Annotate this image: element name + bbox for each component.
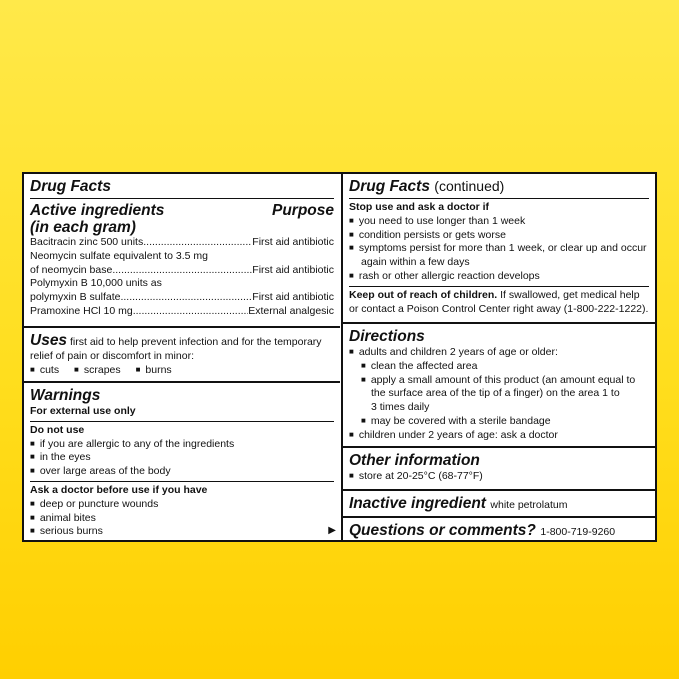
- inactive-ingredient-section: [343, 489, 655, 516]
- questions-phone: 1-800-719-9260: [540, 526, 616, 538]
- uses-item: ■ cuts: [30, 364, 59, 376]
- ingredient-row: [30, 264, 334, 278]
- ingredient-list: [30, 236, 334, 319]
- keep-out-text-2: or contact a Poison Control Center right away (1-800-222-1222).: [349, 302, 649, 315]
- keep-out-text-1: If swallowed, get medical help: [497, 288, 640, 301]
- directions-item: ■ adults and children 2 years of age or older:: [349, 346, 649, 360]
- stop-use-item: ■ rash or other allergic reaction develops: [349, 270, 649, 284]
- uses-item: ■ burns: [136, 364, 172, 376]
- ingredient-name: polymyxin B sulfate: [30, 291, 121, 304]
- leader-dots: [112, 264, 252, 278]
- drug-facts-title: Drug Facts: [30, 178, 111, 195]
- directions-sub-item-cont: 3 times daily: [371, 401, 430, 414]
- stop-use-heading: Stop use and ask a doctor if: [349, 201, 490, 213]
- uses-items: [30, 364, 334, 378]
- stop-use-item: ■ symptoms persist for more than 1 week, or clear up and occur: [349, 242, 649, 256]
- uses-section: [24, 326, 340, 381]
- divider: [30, 481, 334, 482]
- purpose-heading: Purpose: [271, 202, 334, 219]
- ingredient-row: [30, 305, 334, 319]
- do-not-use-item: ■ over large areas of the body: [30, 465, 334, 479]
- inactive-ingredient-title: Inactive ingredient: [349, 495, 486, 512]
- directions-sub-item: ■ apply a small amount of this product (an amount equal to: [349, 374, 649, 388]
- ingredient-name: of neomycin base: [30, 263, 113, 276]
- drug-facts-panel: [22, 172, 657, 542]
- directions-sub-item: ■ clean the affected area: [349, 360, 649, 374]
- ingredient-row: [30, 277, 334, 291]
- do-not-use-item: ■ in the eyes: [30, 451, 334, 465]
- left-column: [24, 174, 340, 540]
- continued-title: Drug Facts: [349, 178, 430, 195]
- ingredient-purpose: External analgesic: [248, 304, 334, 317]
- each-gram-label: (in each gram): [30, 219, 136, 236]
- uses-item: ■ scrapes: [74, 364, 121, 376]
- ingredient-purpose: First aid antibiotic: [252, 263, 334, 276]
- warnings-title: Warnings: [30, 387, 101, 404]
- inactive-ingredient-value: white petrolatum: [490, 499, 568, 511]
- directions-section: [343, 322, 655, 446]
- divider: [349, 286, 649, 287]
- ingredient-row: [30, 236, 334, 250]
- external-use-label: For external use only: [30, 405, 136, 417]
- right-column: [341, 174, 655, 540]
- directions-sub-item-cont: the surface area of the tip of a finger) on the area 1 to: [371, 387, 620, 400]
- warnings-section: [24, 381, 340, 540]
- ingredient-name: Neomycin sulfate equivalent to 3.5 mg: [30, 249, 209, 262]
- leader-dots: [120, 291, 252, 305]
- directions-item: ■ children under 2 years of age: ask a doctor: [349, 429, 649, 443]
- active-ingredients-heading: Active ingredients: [30, 202, 165, 219]
- divider: [349, 198, 649, 199]
- uses-title: Uses: [30, 332, 68, 349]
- ask-doctor-item: ■ deep or puncture wounds: [30, 498, 334, 512]
- other-information-section: [343, 446, 655, 489]
- ask-doctor-heading: Ask a doctor before use if you have: [30, 483, 208, 496]
- stop-use-item-cont: again within a few days: [361, 256, 470, 269]
- stop-use-item: ■ you need to use longer than 1 week: [349, 215, 649, 229]
- continued-header: [349, 177, 649, 196]
- do-not-use-heading: Do not use: [30, 423, 85, 436]
- ingredient-purpose: First aid antibiotic: [252, 291, 334, 304]
- stop-use-section: [343, 174, 655, 322]
- continued-label: (continued): [434, 178, 505, 194]
- ingredient-row: [30, 250, 334, 264]
- uses-text-1: first aid to help prevent infection and for the temporary: [69, 336, 322, 348]
- ask-doctor-item: ■ animal bites: [30, 512, 334, 526]
- directions-sub-item: ■ may be covered with a sterile bandage: [349, 415, 649, 429]
- ingredient-name: Bacitracin zinc 500 units: [30, 236, 144, 248]
- uses-text-2: relief of pain or discomfort in minor:: [30, 350, 194, 362]
- stop-use-item: ■ condition persists or gets worse: [349, 229, 649, 243]
- ingredient-name: Polymyxin B 10,000 units as: [30, 277, 162, 290]
- directions-title: Directions: [349, 328, 425, 345]
- leader-dots: [133, 305, 248, 319]
- ingredient-name: Pramoxine HCl 10 mg: [30, 304, 133, 317]
- other-information-title: Other information: [349, 452, 480, 469]
- leader-dots: [143, 236, 252, 250]
- continue-arrow-icon: ▶: [328, 525, 336, 536]
- questions-title: Questions or comments?: [349, 522, 536, 539]
- keep-out-bold: Keep out of reach of children.: [349, 288, 498, 301]
- ingredient-row: [30, 291, 334, 305]
- divider: [30, 198, 334, 199]
- do-not-use-item: ■ if you are allergic to any of the ingredients: [30, 438, 334, 452]
- ingredient-purpose: First aid antibiotic: [252, 236, 334, 248]
- other-information-item: ■ store at 20-25°C (68-77°F): [349, 470, 649, 484]
- active-ingredients-section: [24, 174, 340, 326]
- divider: [30, 421, 334, 422]
- ask-doctor-item: ■ serious burns: [30, 525, 334, 539]
- questions-section: [343, 516, 655, 540]
